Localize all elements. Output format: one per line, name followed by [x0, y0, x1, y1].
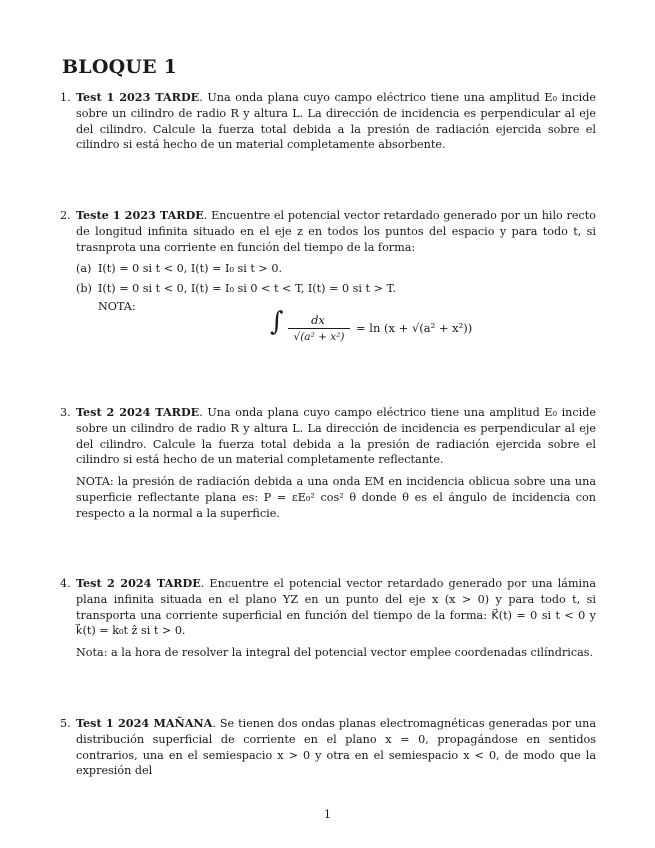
problem-heading: Test 2 2024 TARDE: [76, 405, 200, 419]
fraction-bar: [288, 328, 350, 329]
fraction-denominator: √(a² + x²): [293, 331, 345, 343]
problem-text: . Se tienen dos ondas planas electromagnéticas generadas por una distribución superficial de corriente en el plano x = 0, propagándose en sentidos contrarios, una en el semiespacio x > 0 y otra en el semiespacio x < 0, de modo que la expresión del: [76, 717, 596, 778]
problem-text: . Encuentre el potencial vector retardado generado por un hilo recto de longitud infinita situado en el eje z en todos los puntos del espacio y para todo t, si trasnprota una corriente en función del tiempo de la forma:: [76, 209, 596, 254]
problem-text: . Una onda plana cuyo campo eléctrico tiene una amplitud E₀ incide sobre un cilindro de radio R y altura L. La dirección de incidencia es perpendicular al eje del cilindro. Calcule la fuerza total debida a la presión de radiación ejercida sobre el cilindro si está hecho de un material completamente reflectante.: [76, 406, 596, 467]
problem-4: [60, 576, 597, 661]
option-label: (b): [76, 282, 92, 296]
page-number: 1: [324, 808, 331, 821]
problem-number: 5.: [60, 717, 71, 730]
problem-number: 1.: [60, 91, 71, 104]
integral-sign: ∫: [270, 307, 284, 337]
integral-formula: [270, 307, 473, 353]
problem-heading: Teste 1 2023 TARDE: [76, 208, 204, 222]
problem-text: . Encuentre el potencial vector retardado generado por una lámina plana infinita situada en el plano YZ en un punto del eje x (x > 0) y para todo t, si transporta una corriente superficial en función del tiempo de la forma: K⃗(t) = 0 si t < 0 y k⃗(t) = k₀t ẑ si t > 0.: [76, 577, 597, 638]
problem-note: Nota: a la hora de resolver la integral del potencial vector emplee coordenadas cilíndricas.: [76, 646, 594, 660]
formula-rhs: = ln (x + √(a² + x²)): [356, 321, 473, 335]
problem-heading: Test 2 2024 TARDE: [76, 576, 201, 590]
problem-number: 2.: [60, 209, 71, 222]
problem-2: [60, 208, 596, 315]
list-item: [76, 261, 596, 277]
problem-heading: Test 1 2023 TARDE: [76, 90, 200, 104]
problem-number: 4.: [60, 577, 71, 590]
note-label: NOTA:: [98, 299, 136, 313]
section-title: BLOQUE 1: [62, 56, 178, 78]
problem-number: 3.: [60, 406, 71, 419]
problem-5: [60, 716, 596, 779]
problem-note: NOTA: la presión de radiación debida a una onda EM en incidencia oblicua sobre una una superficie reflectante plana es: P = εE₀² cos² θ donde θ es el ángulo de incidencia con respecto a la normal a la superficie.: [76, 475, 596, 520]
option-text: I(t) = 0 si t < 0, I(t) = I₀ si 0 < t < T, I(t) = 0 si t > T.: [98, 282, 396, 296]
problem-heading: Test 1 2024 MAÑANA: [76, 716, 213, 730]
problem-text: . Una onda plana cuyo campo eléctrico tiene una amplitud E₀ incide sobre un cilindro de radio R y altura L. La dirección de incidencia es perpendicular al eje del cilindro. Calcule la fuerza total debida a la presión de radiación ejercida sobre el cilindro si está hecho de un material completamente absorbente.: [76, 91, 596, 152]
option-text: I(t) = 0 si t < 0, I(t) = I₀ si t > 0.: [98, 262, 283, 276]
option-list: [76, 261, 596, 297]
option-label: (a): [76, 262, 92, 276]
fraction-numerator: dx: [311, 313, 325, 327]
list-item: [76, 281, 596, 297]
problem-3: [60, 405, 596, 522]
problem-1: [60, 90, 596, 153]
